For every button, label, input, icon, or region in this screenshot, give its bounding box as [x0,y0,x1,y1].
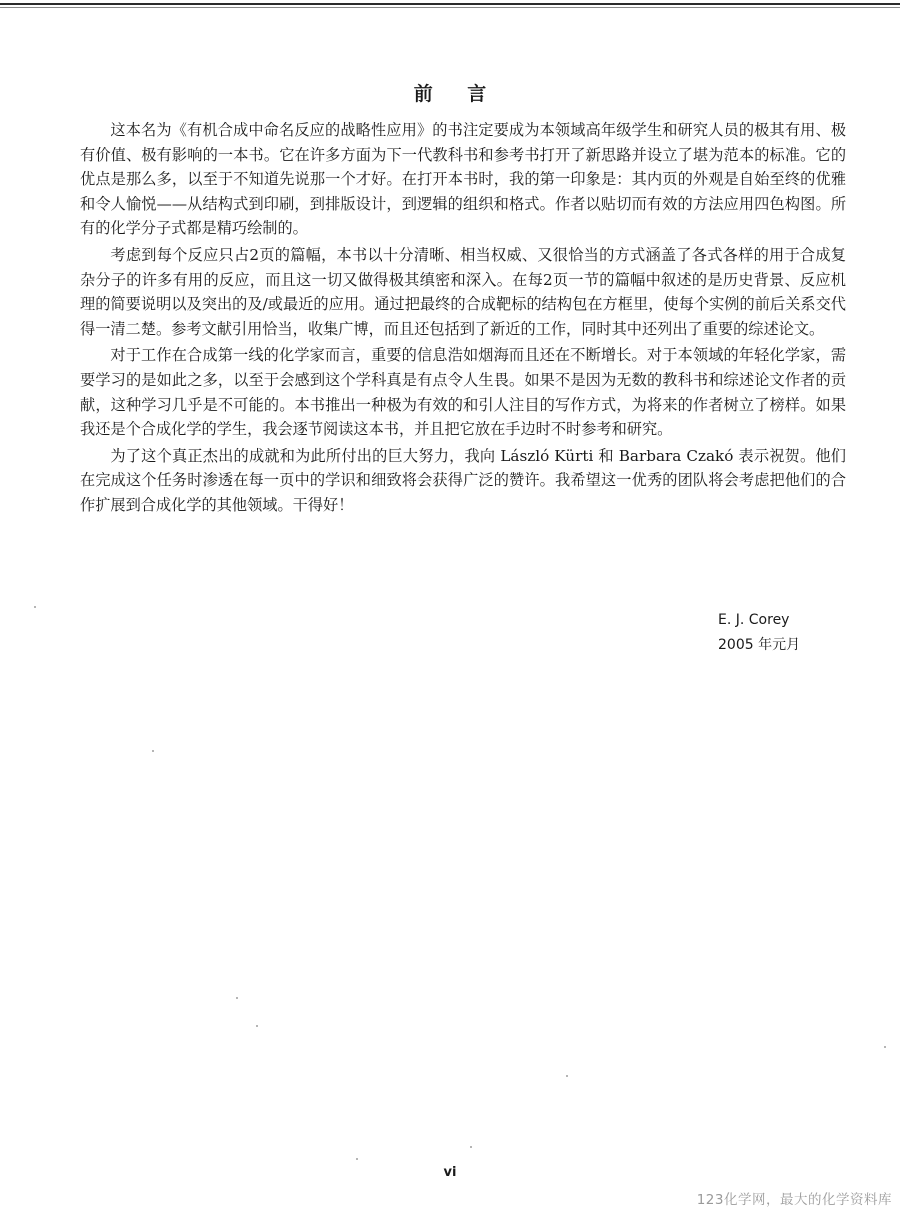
scan-speck [152,750,154,752]
watermark-text: 123化学网，最大的化学资料库 [696,1192,892,1208]
signature-date: 2005 年元月 [718,637,801,653]
scan-speck [566,1075,568,1077]
scan-speck [470,1146,472,1148]
paragraph-2: 考虑到每个反应只占2页的篇幅，本书以十分清晰、相当权威、又很恰当的方式涵盖了各式各样的用于合成复杂分子的许多有用的反应，而且这一切又做得极其缜密和深入。在每2页一节的篇幅中叙述的是历史背景、反应机理的简要说明以及突出的及/或最近的应用。通过把最终的合成靶标的结构包在方框里，使每个实例的前后关系交代得一清二楚。参考文献引用恰当，收集广博，而且还包括到了新近的工作，同时其中还列出了重要的综述论文。 [80,245,846,338]
scan-speck [236,997,238,999]
signature-block [718,608,800,658]
scan-speck [356,1158,358,1160]
page-title: 前 言 [413,82,501,105]
paragraph-1: 这本名为《有机合成中命名反应的战略性应用》的书注定要成为本领域高年级学生和研究人员的极其有用、极有价值、极有影响的一本书。它在许多方面为下一代教科书和参考书打开了新思路并设立了堪为范本的标准。它的优点是那么多，以至于不知道先说那一个才好。在打开本书时，我的第一印象是：其内页的外观是自始至终的优雅和令人愉悦——从结构式到印刷，到排版设计，到逻辑的组织和格式。作者以贴切而有效的方法应用四色构图。所有的化学分子式都是精巧绘制的。 [80,121,846,238]
top-border-line-thin [0,7,900,8]
signature-author: E. J. Corey [718,612,790,628]
page-number: vi [443,1165,457,1180]
paragraph-4: 为了这个真正杰出的成就和为此所付出的巨大努力，我向 László Kürti 和 Barbara Czakó 表示祝贺。他们在完成这个任务时渗透在每一页中的学识和细致将会获得广泛的赞许。我希望这一优秀的团队将会考虑把他们的合作扩展到合成化学的其他领域。干得好！ [80,446,846,514]
paragraph-3: 对于工作在合成第一线的化学家而言，重要的信息浩如烟海而且还在不断增长。对于本领域的年轻化学家，需要学习的是如此之多，以至于会感到这个学科真是有点令人生畏。如果不是因为无数的教科书和综述论文作者的贡献，这种学习几乎是不可能的。本书推出一种极为有效的和引人注目的写作方式，为将来的作者树立了榜样。如果我还是个合成化学的学生，我会逐节阅读这本书，并且把它放在手边时不时参考和研究。 [80,346,846,439]
top-border-line [0,3,900,5]
scan-speck [884,1046,886,1048]
preface-body [80,118,846,520]
scan-speck [34,606,36,608]
scan-speck [256,1025,258,1027]
